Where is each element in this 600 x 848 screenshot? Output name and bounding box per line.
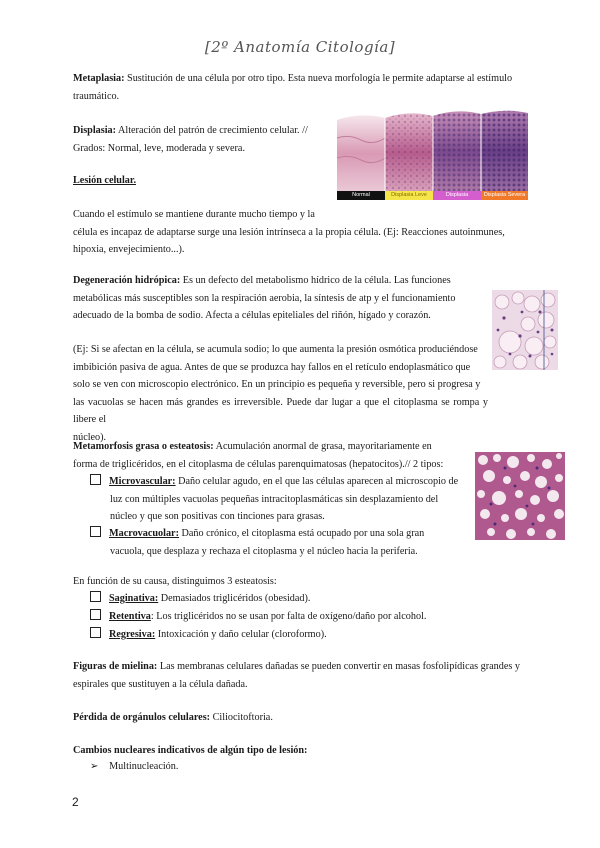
metamorfosis-line2: forma de triglicéridos, en el citoplasma de células parenquimatosas (hepatocitos).// 2 tipos: bbox=[73, 458, 444, 470]
esteatosis-histology-image bbox=[475, 452, 565, 540]
degeneracion-term: Degeneración hidrópica: bbox=[73, 275, 181, 286]
displasia-paragraph bbox=[73, 122, 338, 157]
displasia-label-normal: Normal bbox=[337, 191, 385, 200]
metaplasia-line2: traumático. bbox=[73, 90, 120, 102]
macrovacuolar-line2: vacuola, que desplaza y rechaza el citoplasma y el núcleo hacia la periferia. bbox=[110, 545, 418, 557]
causa-item-retentiva bbox=[90, 608, 426, 626]
degeneracion-example bbox=[73, 341, 488, 446]
microvascular-line3: núcleo y que son positivas con tinciones para grasas. bbox=[110, 511, 325, 522]
degeneracion-ex4: las vacuolas se hacen más grandes es irreversible. Puede dar lugar a que el citoplasma se rompa y libere el bbox=[73, 396, 488, 425]
nucleares-list-item bbox=[90, 758, 178, 776]
microvascular-term: Microvascular: bbox=[109, 476, 176, 487]
causas-intro: En función de su causa, distinguimos 3 esteatosis: bbox=[73, 576, 277, 587]
perdida-paragraph bbox=[73, 709, 273, 727]
displasia-label-moderada: Displasia Moderada bbox=[433, 191, 481, 200]
degeneracion-ex2: imbibición pasiva de agua. Antes de que se produzca hay fallos en el retículo endoplasmático que bbox=[73, 361, 471, 373]
metamorfosis-paragraph bbox=[73, 438, 466, 473]
lesion-line1: Cuando el estímulo se mantiene durante mucho tiempo y la bbox=[73, 209, 315, 220]
degeneracion-ex5: núcleo). bbox=[73, 431, 107, 443]
displasia-line1: Alteración del patrón de crecimiento celular. // bbox=[118, 125, 308, 136]
esteatosis-tissue-svg bbox=[475, 452, 565, 540]
displasia-label-leve: Displasia Leve bbox=[385, 191, 433, 200]
macrovacuolar-line1: Daño crónico, el citoplasma está ocupado por una sola gran bbox=[181, 528, 425, 539]
page-number: 2 bbox=[72, 795, 79, 809]
saginativa-text: Demasiados triglicéridos (obesidad). bbox=[160, 593, 311, 604]
mielina-line1: Las membranas celulares dañadas se pueden convertir en masas fosfolipídicas grandes y bbox=[159, 661, 520, 672]
mielina-line2: espirales que sustituyen a la célula dañada. bbox=[73, 678, 248, 690]
lesion-paragraph bbox=[73, 206, 528, 259]
lesion-line2: célula es incapaz de adaptarse surge una lesión intrínseca a la propia célula. (Ej: Reacciones autoinmunes, bbox=[73, 226, 505, 238]
multinucleacion-text: Multinucleación. bbox=[109, 761, 179, 772]
displasia-histology-image bbox=[337, 108, 528, 207]
page-title: [2º Anatomía Citología] bbox=[204, 38, 396, 56]
regresiva-term: Regresiva: bbox=[109, 629, 156, 640]
degeneracion-tissue-svg bbox=[492, 290, 558, 370]
displasia-label-severa: Displasia Severa bbox=[481, 191, 528, 200]
microvascular-line2: luz con múltiples vacuolas pequeñas intracitoplasmáticas sin desplazamiento del bbox=[110, 493, 439, 505]
metamorfosis-line1: Acumulación anormal de grasa, mayoritariamente en bbox=[215, 441, 432, 452]
perdida-text: Ciliocitoftoria. bbox=[212, 712, 273, 723]
retentiva-term: Retentiva bbox=[109, 611, 151, 622]
displasia-tissue-svg bbox=[337, 108, 528, 200]
macrovacuolar-term: Macrovacuolar: bbox=[109, 528, 179, 539]
lesion-line3: hipoxia, envejecimiento...). bbox=[73, 244, 185, 255]
microvascular-line1: Daño celular agudo, en el que las células aparecen al microscopio de bbox=[178, 476, 459, 487]
lesion-heading-text: Lesión celular. bbox=[73, 175, 137, 186]
metaplasia-paragraph bbox=[73, 70, 528, 105]
degeneracion-line1: Es un defecto del metabolismo hídrico de la célula. Las funciones bbox=[182, 275, 451, 286]
degeneracion-ex3: solo se ven con microscopio electrónico. En un principio es pequeña y reversible, pero si progresa y bbox=[73, 379, 481, 390]
degeneracion-ex1: (Ej: Si se afectan en la célula, se acumula sodio; lo que aumenta la presión osmótica produciéndose bbox=[73, 344, 478, 355]
displasia-line2: Grados: Normal, leve, moderada y severa. bbox=[73, 142, 245, 154]
retentiva-text: : Los triglicéridos no se usan por falta de oxígeno/daño por alcohol. bbox=[150, 611, 427, 622]
causa-item-saginativa bbox=[90, 590, 310, 608]
nucleares-heading-text: Cambios nucleares indicativos de algún tipo de lesión: bbox=[73, 745, 308, 756]
metaplasia-term: Metaplasia: bbox=[73, 73, 125, 84]
checkbox-retentiva[interactable] bbox=[90, 609, 101, 620]
arrow-bullet-icon: ➢ bbox=[90, 761, 99, 772]
mielina-paragraph bbox=[73, 658, 533, 693]
perdida-term: Pérdida de orgánulos celulares: bbox=[73, 712, 211, 723]
lesion-heading bbox=[73, 172, 136, 190]
degeneracion-paragraph bbox=[73, 272, 488, 325]
macrovacuolar-item bbox=[90, 525, 466, 560]
checkbox-regresiva[interactable] bbox=[90, 627, 101, 638]
degeneracion-histology-image bbox=[492, 290, 558, 370]
checkbox-microvascular[interactable] bbox=[90, 474, 101, 485]
checkbox-saginativa[interactable] bbox=[90, 591, 101, 602]
degeneracion-line2: metabólicas más susceptibles son la respiración aerobia, la síntesis de atp y el funcionamiento bbox=[73, 292, 456, 304]
nucleares-heading bbox=[73, 742, 307, 760]
regresiva-text: Intoxicación y daño celular (cloroformo). bbox=[157, 629, 327, 640]
microvascular-item bbox=[90, 473, 466, 526]
checkbox-macrovacuolar[interactable] bbox=[90, 526, 101, 537]
causa-item-regresiva bbox=[90, 626, 327, 644]
degeneracion-line3: adecuado de la bomba de sodio. Afecta a células epiteliales del riñón, hígado y corazón. bbox=[73, 310, 431, 321]
metaplasia-line1: Sustitución de una célula por otro tipo. Esta nueva morfología le permite adaptarse al estímulo bbox=[127, 73, 513, 84]
mielina-term: Figuras de mielina: bbox=[73, 661, 158, 672]
saginativa-term: Saginativa: bbox=[109, 593, 159, 604]
metamorfosis-term: Metamorfosis grasa o esteatosis: bbox=[73, 441, 214, 452]
displasia-term: Displasia: bbox=[73, 125, 117, 136]
